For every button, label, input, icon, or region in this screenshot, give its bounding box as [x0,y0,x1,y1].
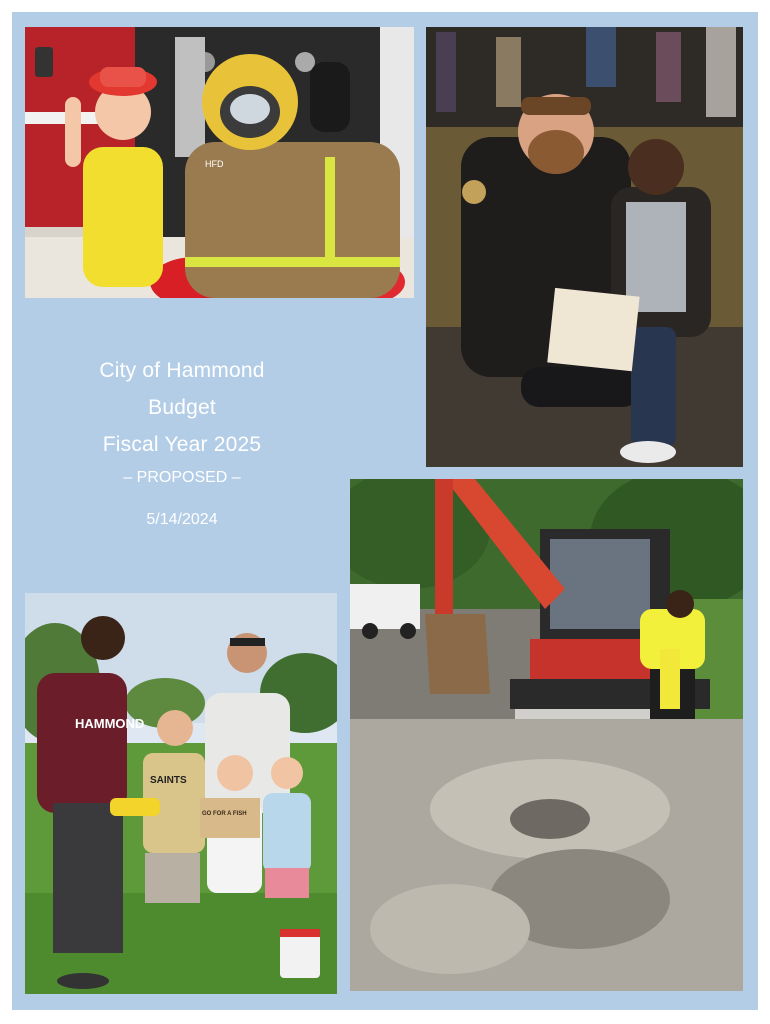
firefighter-photo [25,27,414,298]
cover-title-block [62,352,302,533]
city-name: City of Hammond [99,359,265,382]
sign-text: GO FOR A FISH [202,811,247,817]
helmet-text: HFD [205,159,224,169]
fishing-event-photo [25,593,337,994]
document-title: Budget [148,396,216,419]
document-date: 5/14/2024 [146,511,218,528]
construction-photo [350,479,743,991]
shirt-text: HAMMOND [75,716,145,731]
status-label: – PROPOSED – [123,469,241,486]
cover-page [12,12,758,1010]
police-photo [426,27,743,467]
jersey-text: SAINTS [150,775,187,786]
fiscal-year: Fiscal Year 2025 [102,433,262,456]
